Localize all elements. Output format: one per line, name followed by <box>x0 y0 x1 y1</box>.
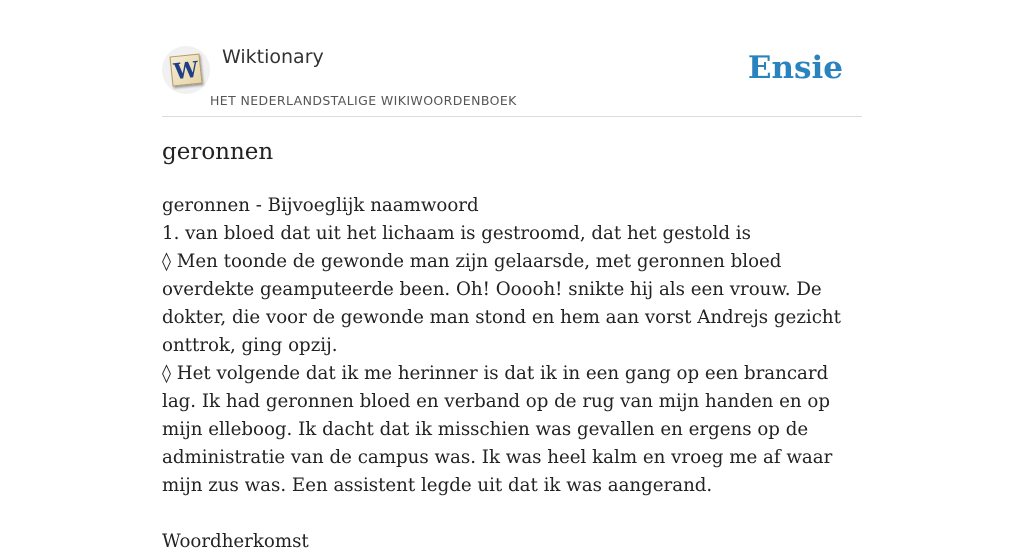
site-name[interactable]: Wiktionary <box>222 46 324 68</box>
brand-logo[interactable]: Ensie <box>747 50 843 86</box>
example-sentence: ◊ Men toonde de gewonde man zijn gelaarsde, met geronnen bloed overdekte geamputeerde been. Oh! Ooooh! snikte hij als een vrouw. De dokter, die voor de gewonde man stond en hem aan vorst Andrejs gezicht onttrok, ging opzij. <box>162 251 841 356</box>
article-body <box>162 192 862 556</box>
site-tagline: HET NEDERLANDSTALIGE WIKIWOORDENBOEK <box>210 93 517 108</box>
wiktionary-logo[interactable] <box>162 46 210 94</box>
logo-tile-icon <box>170 54 203 87</box>
page-title: geronnen <box>162 139 274 165</box>
site-header <box>162 0 862 117</box>
section-heading-etymology: Woordherkomst <box>162 531 309 552</box>
example-sentence: ◊ Het volgende dat ik me herinner is dat ik in een gang op een brancard lag. Ik had geronnen bloed en verband op de rug van mijn handen en op mijn elleboog. Ik dacht dat ik misschien was gevallen en ergens op de administratie van de campus was. Ik was heel kalm en vroeg me af waar mijn zus was. Een assistent legde uit dat ik was aangerand. <box>162 363 833 496</box>
logo-letter: W <box>172 56 200 86</box>
spacer <box>162 500 862 528</box>
definition: 1. van bloed dat uit het lichaam is gestroomd, dat het gestold is <box>162 223 751 244</box>
word-class-line: geronnen - Bijvoeglijk naamwoord <box>162 195 479 216</box>
